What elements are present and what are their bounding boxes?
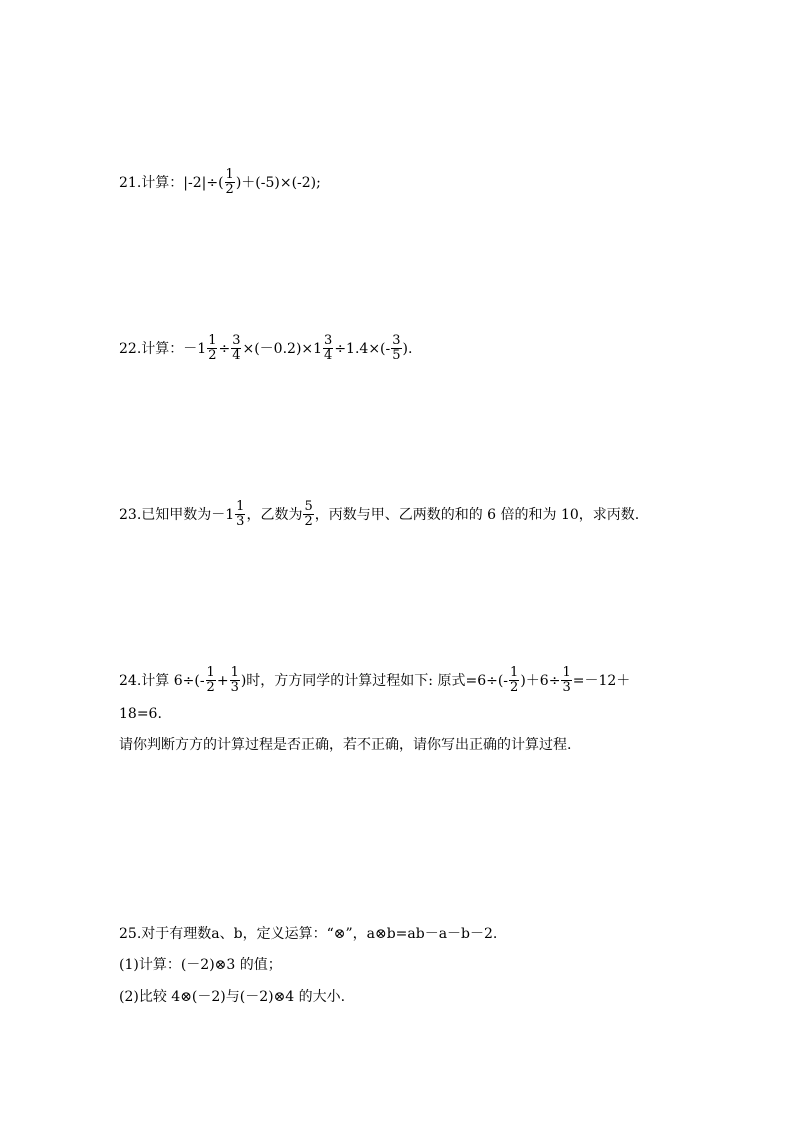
q22-fraction-4: $\frac{3}{5}$ bbox=[392, 333, 401, 363]
q22-fraction-1: $\frac{1}{2}$ bbox=[208, 333, 217, 363]
q21-part2: )＋(-5)×(-2); bbox=[235, 174, 321, 191]
q22-prefix: 22.计算： bbox=[119, 340, 184, 357]
q23-fraction-2: $\frac{5}{2}$ bbox=[304, 499, 313, 529]
q24-part3: )时，方方同学的计算过程如下: 原式=6÷(- bbox=[240, 672, 509, 689]
q23-part2: ，乙数为 bbox=[246, 506, 303, 523]
question-21 bbox=[119, 168, 321, 197]
q24-line-3: 请你判断方方的计算过程是否正确，若不正确，请你写出正确的计算过程. bbox=[119, 737, 572, 753]
question-24 bbox=[119, 666, 630, 695]
q21-prefix: 21.计算： bbox=[119, 174, 184, 191]
q24-part4: )＋6÷ bbox=[520, 672, 561, 689]
q23-part3: ，丙数与甲、乙两数的和的 6 倍的和为 10，求丙数. bbox=[314, 506, 640, 523]
q22-fraction-2: $\frac{3}{4}$ bbox=[232, 333, 241, 363]
q22-part2: ÷ bbox=[218, 340, 231, 357]
q23-fraction-1: $\frac{1}{3}$ bbox=[236, 499, 245, 529]
question-23 bbox=[119, 500, 639, 529]
q24-prefix: 24.计算 6÷(- bbox=[119, 672, 205, 689]
q22-part3: ×(－0.2)×1 bbox=[242, 340, 323, 357]
q21-fraction-1: $\frac{1}{2}$ bbox=[225, 167, 234, 197]
q24-part5: =－12＋ bbox=[572, 672, 631, 689]
q23-prefix: 23.已知甲数为－1 bbox=[119, 506, 235, 523]
question-22 bbox=[119, 334, 412, 363]
q21-part1: |-2|÷( bbox=[183, 174, 224, 191]
q24-fraction-4: $\frac{1}{3}$ bbox=[562, 665, 571, 695]
q24-fraction-1: $\frac{1}{2}$ bbox=[206, 665, 215, 695]
q22-part4: ÷1.4×(- bbox=[334, 340, 391, 357]
q24-fraction-3: $\frac{1}{2}$ bbox=[510, 665, 519, 695]
q22-part5: ). bbox=[402, 340, 413, 357]
q25-line-1: 25.对于有理数a、b，定义运算：“⊗”，a⊗b=ab－a－b－2. bbox=[119, 926, 498, 942]
q24-fraction-2: $\frac{1}{3}$ bbox=[230, 665, 239, 695]
q25-line-2: (1)计算：(－2)⊗3 的值； bbox=[119, 957, 282, 973]
q25-line-3: (2)比较 4⊗(－2)与(－2)⊗4 的大小. bbox=[119, 989, 346, 1005]
q24-line-2: 18=6. bbox=[119, 706, 162, 722]
q22-part1: －1 bbox=[183, 340, 207, 357]
q22-fraction-3: $\frac{3}{4}$ bbox=[324, 333, 333, 363]
q24-part2: + bbox=[216, 672, 229, 689]
